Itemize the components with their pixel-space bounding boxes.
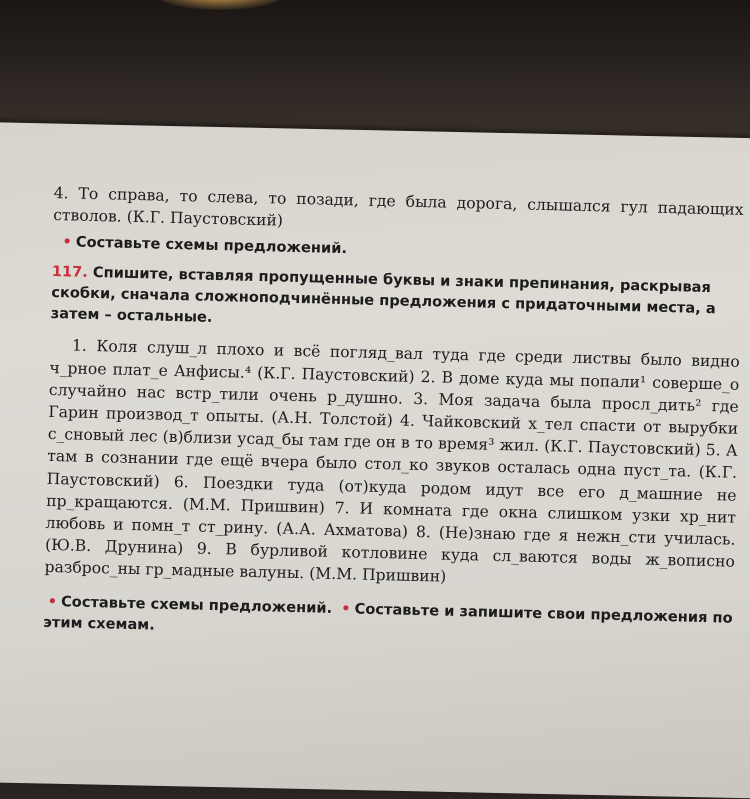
bottom-task-2: Составьте и запишите свои предложения по этим схемам.: [43, 600, 733, 634]
bullet-icon: •: [62, 233, 73, 251]
bullet-icon: •: [341, 599, 351, 618]
bullet-icon: •: [47, 592, 58, 610]
exercise-instruction: Спишите, вставляя пропущенные буквы и знаки препинания, раскрывая скобки, сначала сложноподчинённые предложения с придаточными места, а затем – остальные.: [50, 264, 716, 327]
page-content: [43, 182, 744, 649]
top-sentence: 4. То справа, то слева, то позади, где была дорога, слышался гул падающих стволов. (К.Г. Паустовский): [52, 183, 744, 230]
exercise-text: 1. Коля слуш_л плохо и всё погляд_вал туда где среди листвы было видно ч_рное плат_е Анфисы.⁴ (К.Г. Паустовский) 2. В доме куда мы попали¹ соверше_о случайно нас встр_тили очень р_душно. 3. Моя задача была просл_дить² где Гарин производ_т опыты. (А.Н. Толстой) 4. Чайковский х_тел спасти от вырубки с_сновый лес (в)близи усад_бы там где он в то время³ жил. (К.Г. Паустовский) 5. А там в сознании где ещё вчера было стол_ко звуков осталась одна пуст_та. (К.Г. Паустовский) 6. Поездки туда (от)куда родом идут все его д_машние не пр_кращаются. (М.М. Пришвин) 7. И комната где окна слишком узки хр_нит любовь и помн_т ст_рину. (А.А. Ахматова) 8. (Не)знаю где я нежн_сти училась. (Ю.В. Друнина) 9. В бурливой котловине куда сл_ваются воды ж_вописно разброс_ны гр_мадные валуны. (М.М. Пришвин): [44, 336, 741, 587]
task-1-text: Составьте схемы предложений.: [75, 233, 348, 258]
exercise-header: [51, 261, 742, 341]
bottom-task-1: Составьте схемы предложений.: [60, 592, 333, 617]
exercise-number: 117.: [51, 263, 89, 282]
